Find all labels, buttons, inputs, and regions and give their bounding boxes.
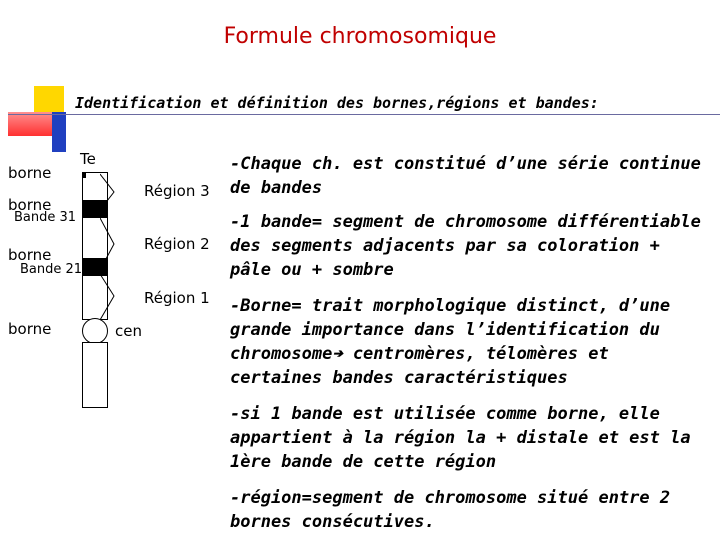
region-brackets bbox=[100, 170, 140, 340]
bande-31-label: Bande 31 bbox=[14, 210, 77, 225]
paragraph-region-definition: -région=segment de chromosome situé entre 2 bornes consécutives. bbox=[230, 488, 671, 532]
decorative-line bbox=[8, 114, 720, 115]
borne-label-1: borne bbox=[8, 164, 52, 182]
bande-21-label: Bande 21 bbox=[20, 262, 83, 277]
borne-label-2: borne bbox=[8, 196, 52, 214]
page-title: Formule chromosomique bbox=[223, 24, 497, 49]
region-1-label: Région 1 bbox=[144, 289, 210, 307]
paragraph-bande-definition: -1 bande= segment de chromosome différentiable des segments adjacents par sa coloration + pâle ou + sombre bbox=[230, 212, 701, 280]
borne-label-4: borne bbox=[8, 320, 52, 338]
decorative-blue-block bbox=[52, 112, 66, 152]
region-2-label: Région 2 bbox=[144, 235, 210, 253]
te-label: Te bbox=[80, 150, 96, 168]
region-1-bracket bbox=[100, 274, 114, 320]
borne-label-3: borne bbox=[8, 246, 52, 264]
region-2-bracket bbox=[100, 218, 114, 270]
decorative-red-block bbox=[8, 112, 52, 136]
paragraph-bande-borne: -si 1 bande est utilisée comme borne, elle appartient à la région la + distale et est la 1ère bande de cette région bbox=[230, 404, 691, 472]
section-subtitle: Identification et définition des bornes,régions et bandes: bbox=[75, 94, 599, 112]
region-3-bracket bbox=[100, 174, 114, 210]
paragraph-borne-definition: -Borne= trait morphologique distinct, d’une grande importance dans l’identification du chromosome➔ centromères, télomères et certaines bandes caractéristiques bbox=[230, 296, 671, 388]
region-3-label: Région 3 bbox=[144, 182, 210, 200]
paragraph-bandes: -Chaque ch. est constitué d’une série continue de bandes bbox=[230, 154, 701, 198]
chromosome-band-telomere bbox=[82, 172, 86, 178]
cen-label: cen bbox=[115, 322, 142, 340]
chromosome-lower-arm bbox=[82, 342, 108, 408]
